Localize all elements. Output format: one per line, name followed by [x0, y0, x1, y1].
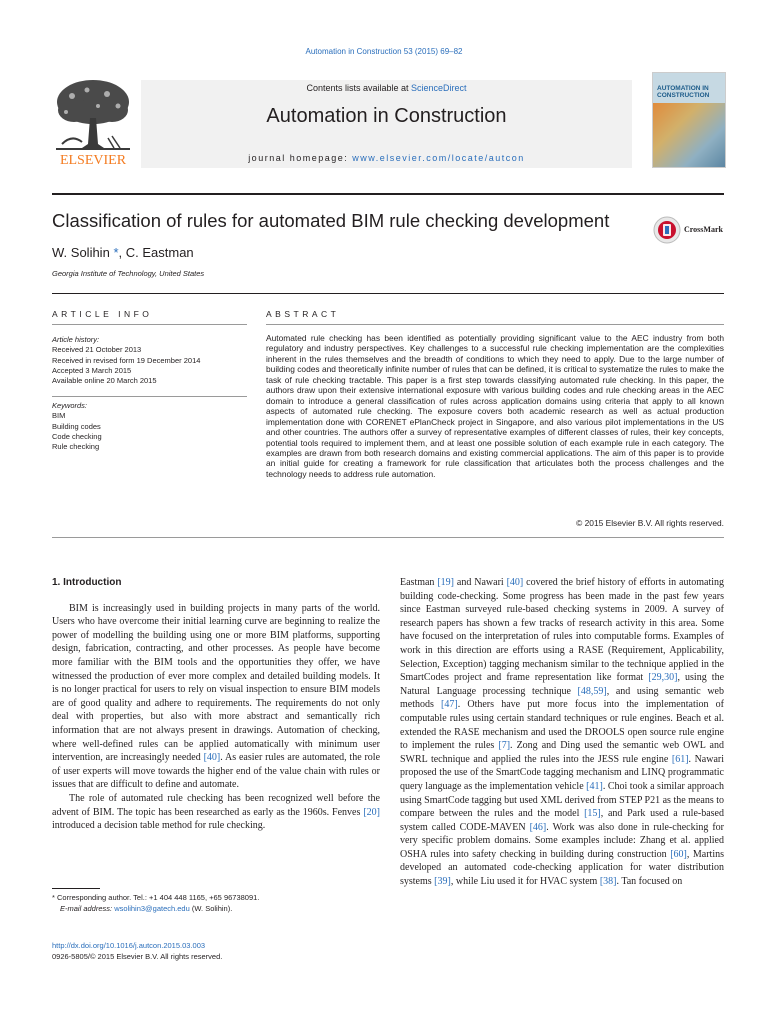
- article-info-heading: ARTICLE INFO: [52, 309, 153, 319]
- section-heading-introduction: 1. Introduction: [52, 577, 122, 588]
- paragraph: [400, 576, 724, 889]
- sciencedirect-link[interactable]: ScienceDirect: [411, 83, 467, 93]
- history-received: Received 21 October 2013: [52, 345, 142, 355]
- citation-link[interactable]: [29,30]: [648, 672, 678, 684]
- keyword-item: BIM: [52, 411, 66, 421]
- homepage-link[interactable]: www.elsevier.com/locate/autcon: [352, 153, 525, 163]
- crossmark-icon: [653, 216, 681, 244]
- footnote-divider: [52, 888, 100, 889]
- abstract-bottom-divider: [52, 537, 724, 538]
- crossmark-label: CrossMark: [684, 225, 723, 234]
- email-tail: (W. Solihin).: [189, 903, 233, 913]
- history-revised: Received in revised form 19 December 2014: [52, 355, 201, 365]
- text-run: . Tan focused on: [616, 876, 683, 888]
- cover-title: AUTOMATION IN CONSTRUCTION: [657, 85, 710, 99]
- author-solihin: W. Solihin: [52, 245, 110, 260]
- paragraph: [52, 602, 380, 792]
- cover-picture: [653, 103, 725, 167]
- history-online: Available online 20 March 2015: [52, 376, 157, 386]
- publisher-name: ELSEVIER: [59, 153, 127, 168]
- citation-link[interactable]: [38]: [599, 876, 617, 888]
- text-run: . As easier rules are automated, the role of user experts will move towards the higher end of the value chain with rules or issues that are difficult to define and automate.: [52, 752, 381, 791]
- footnote-mark: *: [52, 893, 55, 902]
- contents-prefix: Contents lists available at: [306, 83, 412, 93]
- citation-link[interactable]: [60]: [670, 848, 687, 860]
- text-run: and Nawari: [454, 577, 507, 588]
- corresponding-author-mark[interactable]: *: [113, 245, 119, 260]
- author-line: [52, 245, 194, 260]
- abstract-divider: [266, 324, 724, 325]
- title-divider: [52, 293, 724, 294]
- article-info-divider: [52, 324, 247, 325]
- doi-link[interactable]: http://dx.doi.org/10.1016/j.autcon.2015.03.003: [52, 941, 206, 950]
- citation-link[interactable]: [40]: [506, 577, 524, 588]
- text-run: covered the brief history of efforts in automating building code-checking. Some progress has been made in the past few years since Eastman surveyed rule-based checking systems in 2009. A survey of research papers has shown a few tracks of research activity in this area. Some have focused on the interpretation of rules into computable forms. Examples of work in this direction are efforts using a RASE (Requirement, Applicability, Selection, Exception) tagging mechanism similar to the technique applied in the SmartCodes project and frame representation like format: [400, 577, 724, 684]
- text-run: BIM is increasingly used in building projects in many parts of the world. Users who have overcome their initial learning curve are beginning to realize the power of modelling the building using one or more BIM platforms, supporting design, fabrication, contracting, and other processes. As people have become more familiar with the BIM tools and the opportunities they offer, we have witnessed the production of ever more complex and detailed building models. It is no longer practical for users to rely on visual inspection to ensure BIM models are of good quality and adhere to requirements. The requirements do not only deal with properties, but also with more abstract and semantically rich information that are not always present in drawings. Automation of checking, where well-defined rules can be applied automatically with minimum user intervention, are increasingly needed: [52, 602, 380, 764]
- citation-link[interactable]: [46]: [529, 821, 547, 833]
- text-run: The role of automated rule checking has been recognized well before the advent of BIM. The topic has been researched as early as the 1960s. Fenves: [52, 792, 380, 818]
- text-run: , and using semantic web methods: [400, 685, 724, 711]
- keyword-item: Building codes: [52, 421, 101, 431]
- crossmark-badge[interactable]: [653, 216, 725, 246]
- abstract-copyright: © 2015 Elsevier B.V. All rights reserved.: [576, 518, 724, 528]
- journal-reference[interactable]: Automation in Construction 53 (2015) 69–82: [305, 47, 463, 56]
- abstract-text: Automated rule checking has been identified as potentially providing significant value to the AEC industry from both regulatory and industry perspectives. Key challenges to a successful rule checking implementation are the complexities inherent in the rules themselves and the breadth of conditions to which they need to apply. Due to the large number of building codes and theoretically infinite number of rules that can be defined, it is critical to systematize the rules to make the task of rule checking tractable. This paper is a first step towards classifying automated rule checking. In this paper, the authors draw upon their extensive international exposure with various building codes and rule checking areas in the AEC domain to introduce a general classification of rules across application domains using criteria that apply to all known aspects of automated rule checking. The exposure covers both academic research as well as actual production implementation done with CORENET ePlanCheck project in Singapore, and also various pilot implementations in the US and other countries. The authors offer a survey of representative examples of different classes of rules, their key concepts, potential tools required to implement them, and at least one possible solution of each example rule in each category. The examples are drawn from both research domains and existing commercial applications. The aim of this paper is to provide an initial guide for creating a framework for rule classification that articulates both the process challenges and the technology needs to address rule automation.: [266, 333, 724, 479]
- text-run: . Nawari proposed the use of the SmartCode tagging mechanism and LINQ programmatic query language as the implementation vehicle: [400, 753, 725, 792]
- text-run: , using the Natural Language processing technique: [400, 672, 725, 697]
- text-run: , and Park used a rule-based system called CODE-MAVEN: [400, 808, 724, 833]
- citation-link[interactable]: [61]: [671, 753, 689, 765]
- history-label: Article history:: [52, 335, 100, 344]
- keywords: [52, 401, 102, 452]
- citation-link[interactable]: [40]: [203, 752, 221, 764]
- citation-link[interactable]: [48,59]: [577, 685, 607, 697]
- citation-link[interactable]: [20]: [363, 806, 380, 818]
- homepage-prefix: journal homepage:: [248, 153, 353, 163]
- text-run: Eastman: [400, 577, 438, 588]
- email-link[interactable]: wsolihin3@gatech.edu: [114, 903, 190, 913]
- page-footer: [52, 941, 222, 962]
- article-history: [52, 335, 200, 386]
- journal-title: Automation in Construction: [266, 105, 507, 127]
- corresponding-author-footnote: [52, 893, 380, 914]
- citation-link[interactable]: [15]: [584, 808, 601, 820]
- right-column: [400, 576, 724, 889]
- text-run: . Work was also done in rule-checking for very specific problem domains. Some examples include: Zhang et al. applied OSHA rules into safety checking in building during construction: [400, 821, 725, 860]
- paragraph: [52, 792, 380, 833]
- author-separator: ,: [118, 245, 126, 260]
- abstract-heading: ABSTRACT: [266, 309, 340, 319]
- history-accepted: Accepted 3 March 2015: [52, 365, 132, 375]
- journal-homepage: [141, 153, 632, 163]
- issn-line: 0926-5805/© 2015 Elsevier B.V. All rights reserved.: [52, 951, 223, 961]
- journal-cover-image: [652, 72, 726, 168]
- keyword-item: Code checking: [52, 431, 102, 441]
- keywords-label: Keywords:: [52, 401, 88, 410]
- text-run: . Others have put more focus into the implementation of computable rules using certain standard techniques or rule engines. Beach et al. extended the RASE mechanism and used the DROOLS open source rule engine to implement the rules: [400, 699, 725, 752]
- email-label: E-mail address:: [60, 903, 115, 913]
- citation-link[interactable]: [39]: [434, 876, 451, 888]
- author-eastman: C. Eastman: [125, 245, 194, 260]
- elsevier-tree-logo: [52, 76, 134, 168]
- text-run: . Choi took a similar approach using SmartCode tagging but used XML derived from STEP P21 as the means to compare between the rules and the model: [400, 780, 724, 820]
- header-divider: [52, 193, 724, 195]
- text-run: introduced a decision table method for rule checking.: [52, 820, 266, 832]
- article-title: Classification of rules for automated BIM rule checking development: [52, 210, 610, 231]
- citation-link[interactable]: [19]: [437, 577, 455, 588]
- footnote-text: Corresponding author. Tel.: +1 404 448 1165, +65 96738091.: [54, 893, 260, 902]
- contents-line: [141, 83, 632, 93]
- citation-link[interactable]: [7]: [498, 740, 511, 752]
- text-run: , while Liu used it for HVAC system: [450, 876, 600, 888]
- citation-link[interactable]: [47]: [441, 699, 458, 711]
- keywords-divider: [52, 396, 247, 397]
- text-run: . Zong and Ding used the semantic web OWL and SWRL technique and applied the rules into the JESS rule engine: [400, 740, 724, 765]
- keyword-item: Rule checking: [52, 442, 100, 452]
- citation-link[interactable]: [41]: [586, 780, 603, 792]
- left-column: [52, 576, 380, 833]
- affiliation: Georgia Institute of Technology, United States: [52, 269, 205, 278]
- text-run: , Martins developed an automated code-checking application for water distribution systems: [400, 848, 725, 888]
